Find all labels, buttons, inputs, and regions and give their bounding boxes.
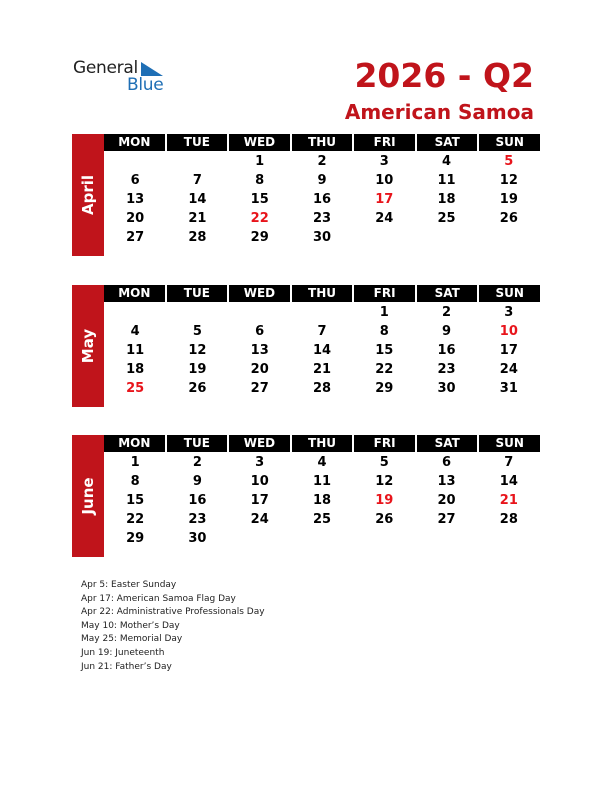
- day-cell: 21: [188, 211, 207, 226]
- day-cell: 22: [126, 512, 145, 527]
- weekday-header: [104, 285, 540, 302]
- day-cell: 13: [250, 343, 269, 358]
- day-cell: 26: [499, 211, 518, 226]
- weekday-label: SUN: [479, 134, 540, 151]
- day-cell: 17: [250, 493, 269, 508]
- month-calendar: [104, 435, 540, 547]
- brand-triangle-icon: [141, 62, 163, 76]
- month-tab: [72, 134, 104, 256]
- day-cell: 23: [188, 512, 207, 527]
- day-cell: 17: [375, 192, 394, 207]
- week-row: [104, 191, 540, 208]
- day-cell: 26: [188, 381, 207, 396]
- month-label: April: [79, 174, 97, 216]
- day-cell: 28: [188, 230, 207, 245]
- month-tab: [72, 285, 104, 407]
- week-row: [104, 304, 540, 321]
- day-cell: 6: [442, 455, 452, 470]
- weekday-label: MON: [104, 435, 165, 452]
- day-cell: 6: [255, 324, 265, 339]
- day-cell: 31: [499, 381, 518, 396]
- day-cell: 23: [312, 211, 332, 226]
- brand-logo: [73, 58, 183, 98]
- day-cell: 24: [499, 362, 518, 377]
- day-cell: 17: [499, 343, 518, 358]
- month-label: June: [79, 477, 97, 515]
- weekday-label: FRI: [354, 435, 415, 452]
- day-cell: [353, 229, 415, 246]
- weekday-label: SUN: [479, 435, 540, 452]
- weekday-label: WED: [229, 435, 290, 452]
- weekday-label: THU: [292, 285, 353, 302]
- day-cell: 30: [312, 230, 332, 245]
- holiday-note: Apr 5: Easter Sunday: [81, 580, 177, 590]
- weekday-label: SAT: [417, 285, 478, 302]
- weekday-header: [104, 134, 540, 151]
- day-cell: 3: [379, 154, 389, 169]
- day-cell: 29: [375, 381, 394, 396]
- day-cell: 10: [499, 324, 518, 339]
- day-cell: 20: [250, 362, 269, 377]
- day-cell: 9: [442, 324, 452, 339]
- day-cell: 13: [126, 192, 145, 207]
- week-row: [104, 380, 540, 397]
- day-cell: 26: [375, 512, 394, 527]
- day-cell: 27: [126, 230, 145, 245]
- day-cell: 3: [504, 305, 514, 320]
- month-calendar: [104, 134, 540, 246]
- brand-name-general: General: [73, 58, 138, 78]
- day-cell: 5: [379, 455, 389, 470]
- day-cell: 11: [126, 343, 145, 358]
- day-cell: 15: [250, 192, 269, 207]
- day-cell: 8: [379, 324, 389, 339]
- day-cell: [291, 530, 353, 547]
- day-cell: 8: [130, 474, 140, 489]
- weekday-label: MON: [104, 134, 165, 151]
- weekday-label: THU: [292, 134, 353, 151]
- holiday-note: Apr 17: American Samoa Flag Day: [81, 593, 236, 604]
- week-row: [104, 473, 540, 490]
- day-cell: 16: [188, 493, 207, 508]
- day-cell: 7: [192, 173, 202, 188]
- day-cell: [415, 530, 477, 547]
- day-cell: 7: [317, 324, 327, 339]
- day-cell: [353, 530, 415, 547]
- day-cell: [166, 153, 228, 170]
- week-row: [104, 361, 540, 378]
- weekday-label: WED: [229, 285, 290, 302]
- week-row: [104, 511, 540, 528]
- day-cell: 28: [312, 381, 332, 396]
- weekday-label: FRI: [354, 285, 415, 302]
- day-cell: 2: [317, 154, 327, 169]
- day-cell: 19: [188, 362, 207, 377]
- day-cell: 16: [437, 343, 456, 358]
- day-cell: 10: [375, 173, 394, 188]
- day-cell: 29: [126, 531, 145, 546]
- weekday-label: TUE: [167, 134, 228, 151]
- month-tab: [72, 435, 104, 557]
- day-cell: 18: [126, 362, 145, 377]
- country-subtitle: American Samoa: [344, 100, 534, 124]
- day-cell: 6: [130, 173, 140, 188]
- week-row: [104, 229, 540, 246]
- day-cell: 12: [188, 343, 207, 358]
- holiday-note: Apr 22: Administrative Professionals Day: [81, 607, 265, 618]
- weekday-label: WED: [229, 134, 290, 151]
- day-cell: 4: [442, 154, 452, 169]
- day-cell: 14: [499, 474, 518, 489]
- week-row: [104, 210, 540, 227]
- day-cell: [478, 530, 540, 547]
- day-cell: [478, 229, 540, 246]
- day-cell: 15: [375, 343, 394, 358]
- weekday-label: TUE: [167, 435, 228, 452]
- day-cell: 18: [437, 192, 456, 207]
- weekday-header: [104, 435, 540, 452]
- day-cell: 23: [437, 362, 456, 377]
- day-cell: 5: [504, 154, 514, 169]
- day-cell: 11: [312, 474, 332, 489]
- day-cell: 5: [192, 324, 202, 339]
- day-cell: [229, 530, 291, 547]
- weekday-label: SUN: [479, 285, 540, 302]
- week-row: [104, 492, 540, 509]
- weekday-label: THU: [292, 435, 353, 452]
- day-cell: 4: [317, 455, 327, 470]
- month-label: May: [79, 328, 97, 364]
- page-title: 2026 - Q2: [354, 56, 534, 95]
- day-cell: 12: [499, 173, 518, 188]
- day-cell: [291, 304, 353, 321]
- day-cell: 21: [499, 493, 518, 508]
- week-row: [104, 454, 540, 471]
- weekday-label: FRI: [354, 134, 415, 151]
- day-cell: 27: [437, 512, 456, 527]
- day-cell: 1: [379, 305, 389, 320]
- day-cell: 22: [250, 211, 269, 226]
- day-cell: 25: [312, 512, 332, 527]
- day-cell: 22: [375, 362, 394, 377]
- day-cell: [104, 153, 166, 170]
- holiday-notes: [81, 579, 265, 674]
- day-cell: 12: [375, 474, 394, 489]
- day-cell: 14: [188, 192, 207, 207]
- day-cell: 20: [126, 211, 145, 226]
- weekday-label: TUE: [167, 285, 228, 302]
- day-cell: 24: [250, 512, 269, 527]
- day-cell: [166, 304, 228, 321]
- holiday-note: Jun 19: Juneteenth: [81, 647, 165, 658]
- day-cell: 7: [504, 455, 514, 470]
- holiday-note: Jun 21: Father’s Day: [81, 661, 172, 672]
- day-cell: 15: [126, 493, 145, 508]
- day-cell: 1: [130, 455, 140, 470]
- day-cell: [415, 229, 477, 246]
- day-cell: 29: [250, 230, 269, 245]
- month-block-april: [72, 134, 540, 256]
- day-cell: 9: [192, 474, 202, 489]
- month-calendar: [104, 285, 540, 397]
- day-cell: 3: [255, 455, 265, 470]
- day-cell: 8: [255, 173, 265, 188]
- weekday-label: SAT: [417, 435, 478, 452]
- day-cell: 16: [312, 192, 332, 207]
- weekday-label: SAT: [417, 134, 478, 151]
- holiday-note: May 10: Mother’s Day: [81, 620, 180, 631]
- day-cell: 9: [317, 173, 327, 188]
- day-cell: 19: [499, 192, 518, 207]
- day-cell: 25: [437, 211, 456, 226]
- day-cell: 24: [375, 211, 394, 226]
- day-cell: 28: [499, 512, 518, 527]
- month-block-may: [72, 285, 540, 407]
- day-cell: [104, 304, 166, 321]
- weekday-label: MON: [104, 285, 165, 302]
- holiday-note: May 25: Memorial Day: [81, 634, 183, 645]
- month-block-june: [72, 435, 540, 557]
- day-cell: 27: [250, 381, 269, 396]
- day-cell: 4: [130, 324, 140, 339]
- day-cell: 2: [442, 305, 452, 320]
- week-row: [104, 172, 540, 189]
- day-cell: 20: [437, 493, 456, 508]
- day-cell: 2: [192, 455, 202, 470]
- day-cell: 18: [312, 493, 332, 508]
- day-cell: 14: [312, 343, 332, 358]
- day-cell: 11: [437, 173, 456, 188]
- week-row: [104, 342, 540, 359]
- brand-name-blue: Blue: [127, 75, 164, 95]
- day-cell: 1: [255, 154, 265, 169]
- day-cell: 30: [437, 381, 456, 396]
- day-cell: 25: [126, 381, 145, 396]
- day-cell: 30: [188, 531, 207, 546]
- day-cell: 13: [437, 474, 456, 489]
- day-cell: [229, 304, 291, 321]
- week-row: [104, 153, 540, 170]
- week-row: [104, 530, 540, 547]
- week-row: [104, 323, 540, 340]
- day-cell: 19: [375, 493, 394, 508]
- day-cell: 10: [250, 474, 269, 489]
- day-cell: 21: [312, 362, 332, 377]
